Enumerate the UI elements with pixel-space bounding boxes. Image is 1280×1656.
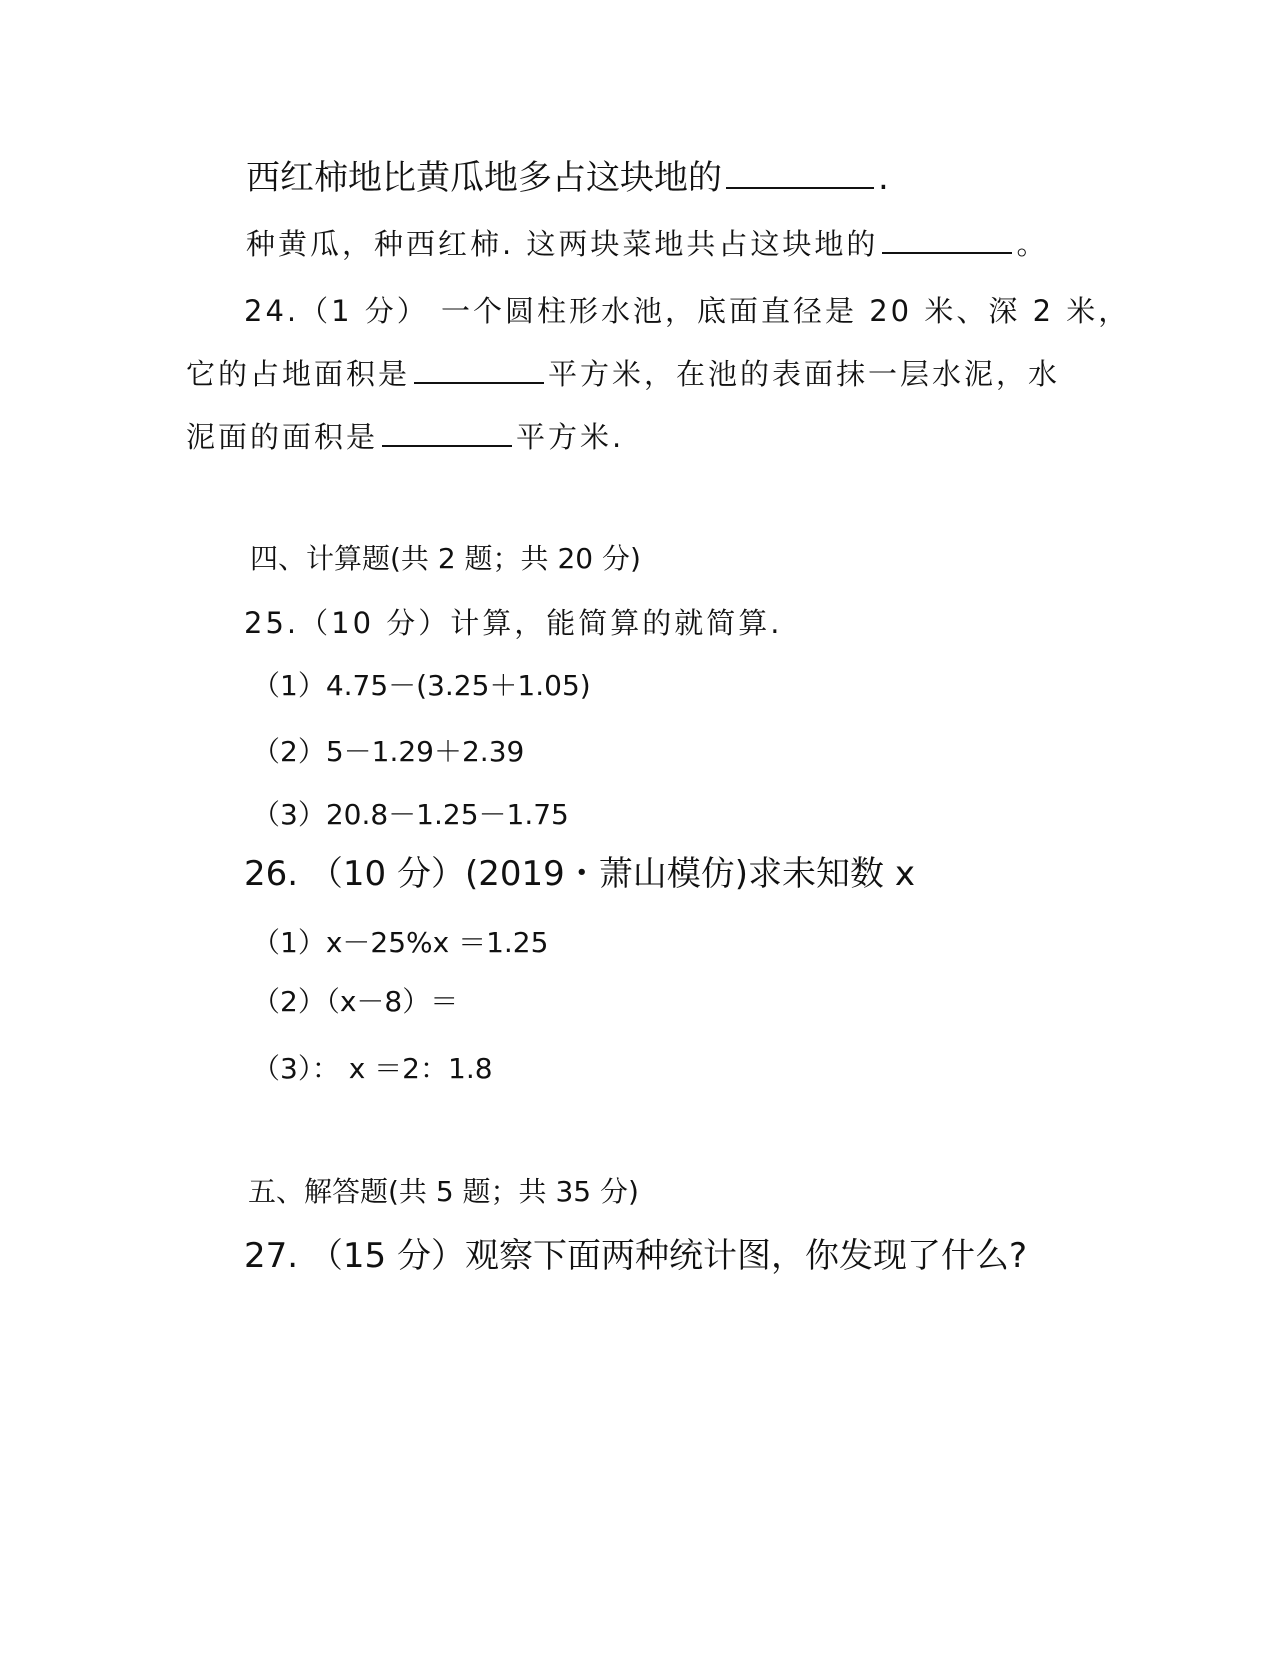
question-26-title: 26. （10 分）(2019・萧山模仿)求未知数 x	[244, 854, 915, 894]
answer-blank[interactable]	[882, 222, 1012, 254]
fill-in-line-1	[246, 150, 889, 199]
question-25-item-1: （1）4.75－(3.25＋1.05)	[252, 669, 591, 702]
question-25-item-3: （3）20.8－1.25－1.75	[252, 798, 569, 831]
question-26-item-1: （1）x－25%x ＝1.25	[252, 926, 549, 959]
question-27-title: 27. （15 分）观察下面两种统计图，你发现了什么?	[244, 1236, 1027, 1276]
line-2-text: 种黄瓜，种西红柿. 这两块菜地共占这块地的	[246, 227, 879, 261]
line-1-text: 西红柿地比黄瓜地多占这块地的	[246, 158, 722, 198]
question-24-line-1: 24.（1 分） 一个圆柱形水池，底面直径是 20 米、深 2 米，	[244, 294, 1131, 328]
section-5-heading: 五、解答题(共 5 题；共 35 分)	[248, 1175, 639, 1208]
q24-line-2b: 平方米，在池的表面抹一层水泥，水	[548, 357, 1061, 391]
q24-line-3a: 泥面的面积是	[186, 420, 379, 454]
question-24-line-2	[186, 352, 1060, 393]
question-25-item-2: （2）5－1.29＋2.39	[252, 735, 525, 768]
question-25-title: 25.（10 分）计算，能简算的就简算.	[244, 606, 783, 640]
answer-blank[interactable]	[414, 352, 544, 384]
section-4-heading: 四、计算题(共 2 题；共 20 分)	[250, 542, 641, 575]
fill-in-line-2	[246, 222, 1048, 263]
line-1-tail: .	[878, 158, 889, 198]
q24-line-2a: 它的占地面积是	[186, 357, 411, 391]
answer-blank[interactable]	[382, 415, 512, 447]
q24-line-3b: 平方米.	[516, 420, 625, 454]
answer-blank[interactable]	[726, 157, 874, 189]
question-26-item-3: （3）： x ＝2：1.8	[252, 1052, 493, 1085]
line-2-tail: 。	[1016, 227, 1049, 261]
question-26-item-2: （2）（x－8）＝	[252, 985, 459, 1018]
question-24-line-3	[186, 415, 624, 456]
